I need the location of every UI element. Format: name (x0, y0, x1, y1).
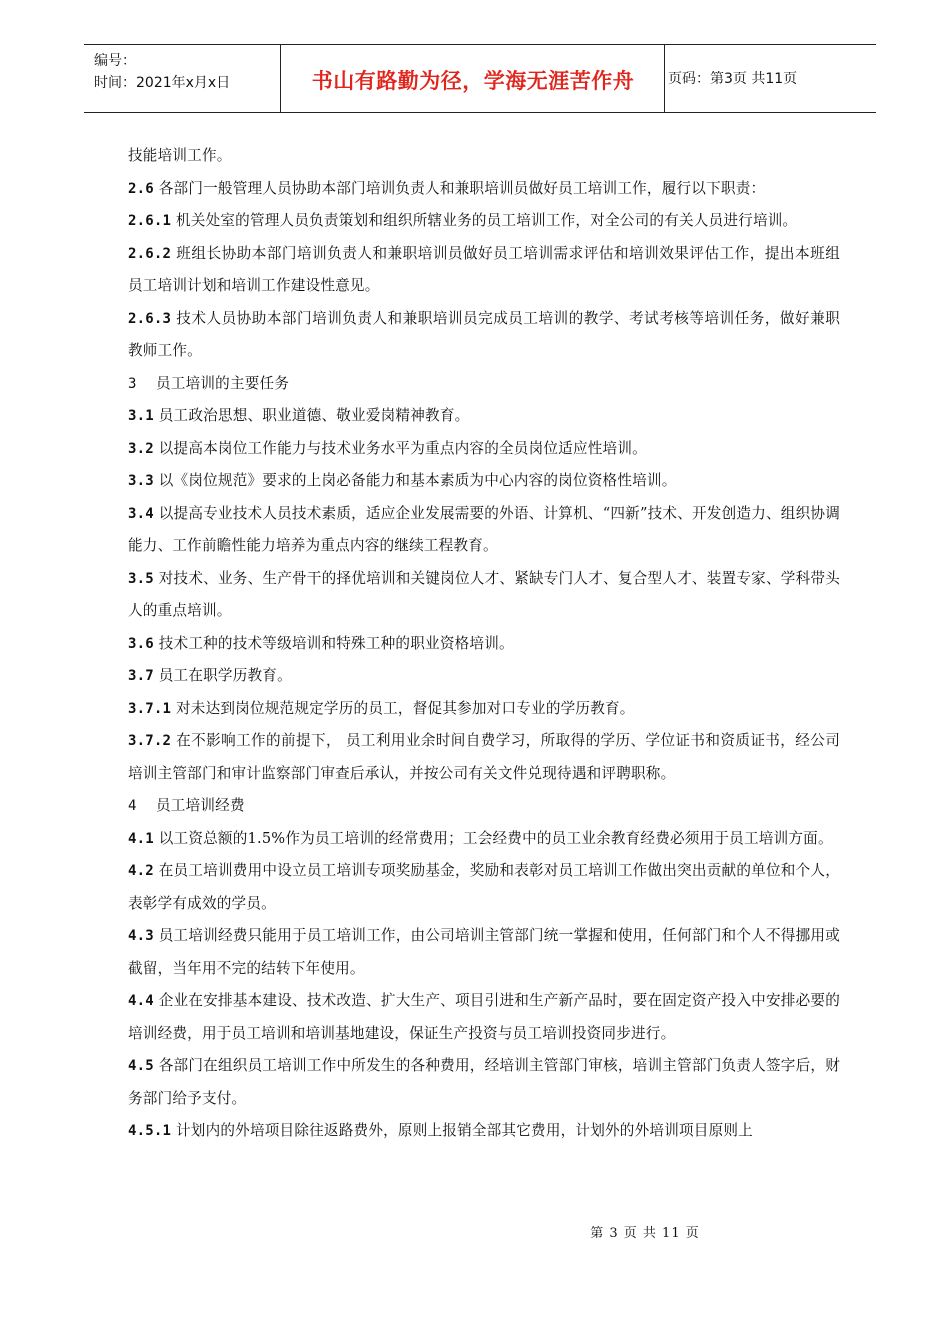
paragraph (128, 238, 840, 303)
section-number: 2.6.3 (128, 310, 172, 327)
paragraph-text: 以《岗位规范》要求的上岗必备能力和基本素质为中心内容的岗位资格性培训。 (153, 472, 677, 489)
header-motto: 书山有路勤为径，学海无涯苦作舟 (311, 69, 635, 93)
header-bottom-rule (84, 112, 876, 113)
paragraph-text: 各部门在组织员工培训工作中所发生的各种费用，经培训主管部门审核，培训主管部门负责人签字后，财务部门给予支付。 (128, 1057, 840, 1107)
header-page-number: 页码：第3页 共11页 (668, 71, 798, 87)
paragraph-text: 以工资总额的1.5%作为员工培训的经常费用；工会经费中的员工业余教育经费必须用于员工培训方面。 (153, 829, 833, 847)
paragraph-text: 员工政治思想、职业道德、敬业爱岗精神教育。 (153, 407, 470, 424)
paragraph (128, 205, 840, 238)
paragraph (128, 465, 840, 498)
section-number: 3 (128, 375, 137, 392)
paragraph (128, 920, 840, 985)
doc-code-label: 编号： (94, 53, 136, 69)
doc-date-label: 时间：2021年x月x日 (94, 75, 231, 91)
paragraph (128, 660, 840, 693)
section-number: 3.7.1 (128, 700, 172, 717)
paragraph (128, 1050, 840, 1115)
paragraph-text: 班组长协助本部门培训负责人和兼职培训员做好员工培训需求评估和培训效果评估工作，提出本班组员工培训计划和培训工作建设性意见。 (128, 244, 840, 294)
paragraph-text: 员工培训经费 (136, 797, 245, 814)
paragraph (128, 855, 840, 920)
section-number: 3.3 (128, 473, 154, 489)
paragraph (128, 368, 840, 401)
paragraph-text: 各部门一般管理人员协助本部门培训负责人和兼职培训员做好员工培训工作，履行以下职责： (153, 179, 766, 197)
header-divider-right (664, 44, 665, 113)
section-number: 4.5.1 (128, 1123, 172, 1139)
paragraph (128, 985, 840, 1050)
paragraph (128, 790, 840, 823)
footer-page-number: 第 3 页 共 11 页 (590, 1226, 700, 1241)
page-header (84, 44, 876, 114)
paragraph (128, 628, 840, 661)
paragraph-text: 员工在职学历教育。 (153, 667, 292, 684)
section-number: 3.4 (128, 505, 154, 522)
section-number: 3.7.2 (128, 733, 172, 749)
paragraph (128, 693, 840, 726)
section-number: 2.6.1 (128, 213, 172, 229)
section-number: 4.1 (128, 830, 154, 847)
paragraph (128, 823, 840, 856)
page-footer (0, 1222, 950, 1241)
paragraph (128, 1115, 840, 1148)
section-number: 4.5 (128, 1058, 154, 1074)
section-number: 4.3 (128, 928, 154, 944)
paragraph-text: 对技术、业务、生产骨干的择优培训和关键岗位人才、紧缺专门人才、复合型人才、装置专家、学科带头人的重点培训。 (128, 569, 840, 619)
paragraph-text: 在员工培训费用中设立员工培训专项奖励基金，奖励和表彰对员工培训工作做出突出贡献的单位和个人，表彰学有成效的学员。 (128, 862, 840, 912)
paragraph-text: 技能培训工作。 (128, 147, 232, 164)
header-divider-left (280, 44, 281, 113)
paragraph-text: 以提高专业技术人员技术素质，适应企业发展需要的外语、计算机、“四新”技术、开发创造力、组织协调能力、工作前瞻性能力培养为重点内容的继续工程教育。 (128, 504, 840, 554)
paragraph-text: 员工培训的主要任务 (136, 374, 290, 392)
paragraph (128, 498, 840, 563)
paragraph (128, 725, 840, 790)
paragraph (128, 433, 840, 466)
paragraph-text: 机关处室的管理人员负责策划和组织所辖业务的员工培训工作，对全公司的有关人员进行培训。 (171, 212, 798, 229)
section-number: 2.6 (128, 180, 154, 197)
paragraph-text: 员工培训经费只能用于员工培训工作，由公司培训主管部门统一掌握和使用，任何部门和个人不得挪用或截留，当年用不完的结转下年使用。 (128, 927, 840, 977)
paragraph-text: 企业在安排基本建设、技术改造、扩大生产、项目引进和生产新产品时，要在固定资产投入中安排必要的培训经费，用于员工培训和培训基地建设，保证生产投资与员工培训投资同步进行。 (128, 992, 840, 1042)
section-number: 2.6.2 (128, 245, 172, 262)
header-meta (94, 50, 274, 94)
paragraph-text: 对未达到岗位规范规定学历的员工，督促其参加对口专业的学历教育。 (171, 699, 635, 717)
paragraph-text: 以提高本岗位工作能力与技术业务水平为重点内容的全员岗位适应性培训。 (153, 439, 647, 457)
paragraph-text: 在不影响工作的前提下， 员工利用业余时间自费学习，所取得的学历、学位证书和资质证书，经公司培训主管部门和审计监察部门审查后承认，并按公司有关文件兑现待遇和评聘职称。 (128, 732, 840, 782)
section-number: 4 (128, 798, 137, 814)
paragraph (128, 563, 840, 628)
paragraph (128, 303, 840, 368)
section-number: 4.4 (128, 993, 154, 1009)
section-number: 4.2 (128, 863, 154, 879)
section-number: 3.2 (128, 440, 154, 457)
section-number: 3.7 (128, 668, 154, 684)
section-number: 3.6 (128, 635, 154, 652)
paragraph (128, 173, 840, 206)
section-number: 3.5 (128, 570, 154, 587)
paragraph (128, 140, 840, 173)
document-body (128, 140, 840, 1148)
paragraph-text: 技术人员协助本部门培训负责人和兼职培训员完成员工培训的教学、考试考核等培训任务，做好兼职教师工作。 (128, 309, 840, 359)
section-number: 3.1 (128, 408, 154, 424)
paragraph (128, 400, 840, 433)
paragraph-text: 计划内的外培项目除往返路费外，原则上报销全部其它费用，计划外的外培训项目原则上 (171, 1122, 753, 1139)
header-top-rule (84, 44, 876, 45)
paragraph-text: 技术工种的技术等级培训和特殊工种的职业资格培训。 (153, 634, 514, 652)
